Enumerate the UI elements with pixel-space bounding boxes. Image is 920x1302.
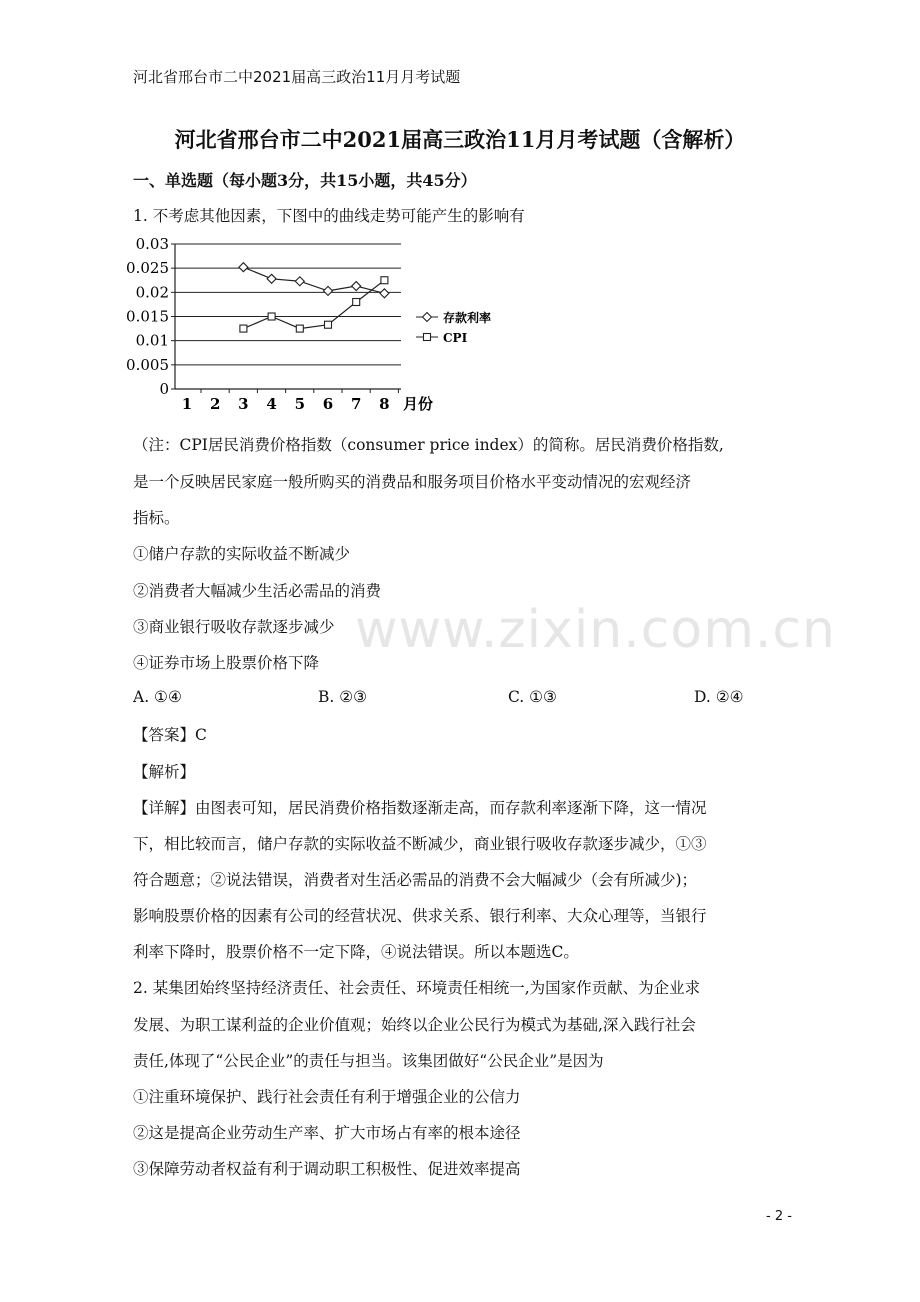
question-2-stem: 责任,体现了“公民企业”的责任与担当。该集团做好“公民企业”是因为: [133, 1052, 604, 1070]
x-tick-label: 1: [181, 395, 193, 413]
data-point: [423, 313, 432, 322]
legend-label: CPI: [443, 331, 468, 345]
x-tick-label: 7: [350, 395, 362, 413]
option-a: A. ①④: [133, 688, 182, 706]
data-point: [424, 334, 431, 341]
legend-label: 存款利率: [443, 311, 492, 325]
y-tick-label: 0.01: [135, 331, 169, 350]
question-1-note-line-1: （注：CPI居民消费价格指数（consumer price index）的简称。居民消费价格指数,: [133, 436, 724, 454]
y-tick-label: 0: [159, 380, 169, 398]
page-number: - 2 -: [766, 1209, 792, 1224]
question-1-stem: 1. 不考虑其他因素，下图中的曲线走势可能产生的影响有: [133, 207, 525, 225]
x-tick-label: 3: [238, 395, 249, 413]
data-point: [268, 313, 275, 320]
analysis-line: 【详解】由图表可知，居民消费价格指数逐渐走高，而存款利率逐渐下降，这一情况: [133, 799, 707, 817]
question-2-stem: 发展、为职工谋利益的企业价值观；始终以企业公民行为模式为基础,深入践行社会: [133, 1016, 696, 1034]
data-point: [267, 274, 276, 283]
y-tick-label: 0.015: [126, 307, 169, 326]
analysis-label: 【解析】: [133, 763, 196, 781]
question-2-item: ②这是提高企业劳动生产率、扩大市场占有率的根本途径: [133, 1124, 521, 1142]
data-point: [324, 286, 333, 295]
series-line: [243, 267, 384, 293]
data-point: [352, 282, 361, 291]
analysis-line: 符合题意；②说法错误，消费者对生活必需品的消费不会大幅减少（会有所减少)；: [133, 871, 698, 889]
question-1-note-line-3: 指标。: [133, 509, 180, 527]
watermark: www.zixin.com.cn: [355, 600, 836, 660]
document-title: 河北省邢台市二中2021届高三政治11月月考试题（含解析）: [174, 127, 746, 152]
y-tick-label: 0.02: [135, 283, 169, 302]
line-chart: [120, 234, 492, 414]
analysis-line: 影响股票价格的因素有公司的经营状况、供求关系、银行利率、大众心理等，当银行: [133, 907, 707, 925]
option-d: D. ②④: [694, 688, 744, 706]
data-point: [240, 325, 247, 332]
y-tick-label: 0.03: [135, 235, 169, 253]
analysis-line: 下，相比较而言，储户存款的实际收益不断减少，商业银行吸收存款逐步减少，①③: [133, 835, 707, 853]
data-point: [325, 321, 332, 328]
question-1-item: ③商业银行吸收存款逐步减少: [133, 618, 335, 636]
data-point: [295, 277, 304, 286]
question-2-item: ①注重环境保护、践行社会责任有利于增强企业的公信力: [133, 1088, 521, 1106]
page-header: 河北省邢台市二中2021届高三政治11月月考试题: [133, 68, 461, 86]
x-tick-label: 2: [209, 395, 221, 413]
answer: 【答案】C: [133, 726, 207, 744]
data-point: [380, 289, 389, 298]
analysis-line: 利率下降时，股票价格不一定下降，④说法错误。所以本题选C。: [133, 943, 579, 961]
data-point: [381, 277, 388, 284]
x-axis-label: 月份: [403, 395, 434, 413]
question-1-item: ①储户存款的实际收益不断减少: [133, 545, 351, 563]
x-tick-label: 4: [266, 395, 277, 413]
data-point: [239, 263, 248, 272]
question-2-item: ③保障劳动者权益有利于调动职工积极性、促进效率提高: [133, 1160, 521, 1178]
x-tick-label: 6: [322, 395, 334, 413]
question-1-item: ④证券市场上股票价格下降: [133, 654, 320, 672]
question-1-item: ②消费者大幅减少生活必需品的消费: [133, 582, 382, 600]
y-tick-label: 0.025: [126, 259, 169, 278]
section-heading: 一、单选题（每小题3分，共15小题，共45分）: [133, 171, 477, 190]
question-1-note-line-2: 是一个反映居民家庭一般所购买的消费品和服务项目价格水平变动情况的宏观经济: [133, 473, 692, 491]
y-tick-label: 0.005: [126, 355, 169, 374]
question-2-stem: 2. 某集团始终坚持经济责任、社会责任、环境责任相统一,为国家作贡献、为企业求: [133, 979, 701, 997]
option-b: B. ②③: [318, 688, 368, 706]
data-point: [296, 325, 303, 332]
data-point: [353, 299, 360, 306]
x-tick-label: 8: [379, 395, 390, 413]
x-tick-label: 5: [294, 395, 306, 413]
option-c: C. ①③: [508, 688, 557, 706]
